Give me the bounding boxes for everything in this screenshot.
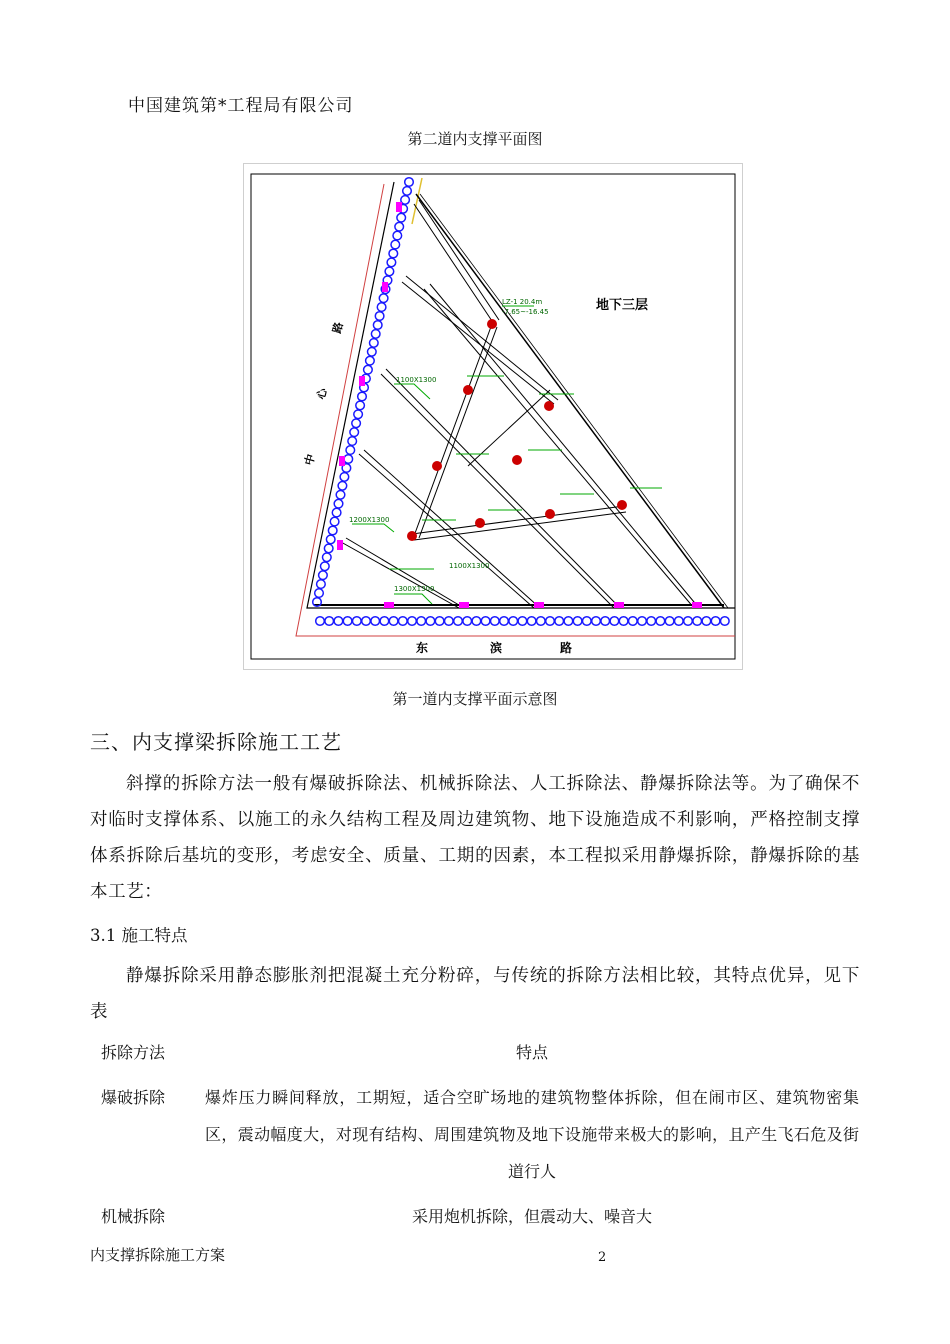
subsection-title: 3.1 施工特点 [90, 926, 188, 945]
pile-circle [573, 617, 582, 626]
pile-circle [346, 446, 355, 455]
pile-circle [610, 617, 619, 626]
pile-circle [527, 617, 536, 626]
road-left-char-2: 心 [314, 386, 330, 401]
pile-circle [675, 617, 684, 626]
pile-circle [395, 222, 404, 231]
pile-circle [321, 562, 330, 571]
pile-circle [364, 365, 373, 374]
pile-circle [665, 617, 674, 626]
diagonal-beams [341, 200, 699, 608]
pile-circle [377, 303, 386, 312]
pile-circle [711, 617, 720, 626]
table-header-method: 拆除方法 [101, 1043, 166, 1062]
pile-circle [387, 258, 396, 267]
features-paragraph: 静爆拆除采用静态膨胀剂把混凝土充分粉碎，与传统的拆除方法相比较，其特点优异，见下表 [90, 966, 860, 1022]
pile-circle [319, 571, 328, 580]
pile-circle [362, 617, 371, 626]
pile-circle [338, 482, 347, 491]
triangle-hypotenuse [416, 194, 724, 608]
footer-document-title: 内支撑拆除施工方案 [90, 1246, 226, 1264]
pile-circle [391, 240, 400, 249]
lattice-columns [407, 319, 627, 541]
pile-circle [334, 617, 343, 626]
road-left-char-3: 路 [330, 320, 346, 335]
pile-circle [389, 249, 398, 258]
pile-circle [435, 617, 444, 626]
road-bottom-char-2: 滨 [490, 641, 503, 655]
pile-circle [370, 339, 379, 348]
figure-caption-top: 第二道内支撑平面图 [407, 130, 543, 148]
pile-circle [656, 617, 665, 626]
pile-circle [509, 617, 518, 626]
pile-circle [354, 410, 363, 419]
pile-circle [352, 419, 361, 428]
pile-circle [353, 617, 362, 626]
pile-circle [399, 617, 408, 626]
pile-circle [463, 617, 472, 626]
table-cell-method: 爆破拆除 [101, 1088, 166, 1107]
figure-caption-bottom: 第一道内支撑平面示意图 [392, 690, 558, 708]
pile-circle [348, 437, 357, 446]
pile-circle [336, 491, 345, 500]
pile-circle [564, 617, 573, 626]
column-tag-label: LZ-1 20.4m [502, 298, 543, 306]
pile-circle [317, 580, 326, 589]
pile-circle [326, 535, 335, 544]
road-bottom-char-1: 东 [416, 641, 429, 655]
pile-circle [324, 544, 333, 553]
pile-circle [397, 213, 406, 222]
pile-circle [401, 196, 410, 205]
table-header-feature: 特点 [515, 1043, 548, 1062]
pile-circle [316, 617, 325, 626]
pile-circle [583, 617, 592, 626]
pile-circle [371, 617, 380, 626]
pile-circle [358, 392, 367, 401]
pile-circle [684, 617, 693, 626]
column-elevation-label: -7.65~-16.45 [502, 308, 549, 316]
pile-row-bottom [316, 617, 729, 626]
table-header-row [95, 1030, 865, 1075]
page-number: 2 [598, 1250, 607, 1265]
pile-circle [647, 617, 656, 626]
pile-circle [426, 617, 435, 626]
table-cell-method: 机械拆除 [101, 1207, 166, 1226]
pile-circle [702, 617, 711, 626]
pile-circle [555, 617, 564, 626]
pile-circle [332, 508, 341, 517]
pile-circle [500, 617, 509, 626]
pile-circle [638, 617, 647, 626]
pile-circle [340, 473, 349, 482]
table-row [95, 1075, 865, 1194]
pile-circle [366, 356, 375, 365]
pile-circle [368, 348, 377, 357]
pile-circle [379, 294, 388, 303]
beam-size-label-a: 1100X1300 [396, 376, 437, 384]
pile-circle [417, 617, 426, 626]
pile-circle [619, 617, 628, 626]
level-label: 地下三层 [596, 298, 649, 313]
pile-circle [373, 321, 382, 330]
pile-circle [491, 617, 500, 626]
connection-markers [337, 202, 702, 608]
pile-circle [472, 617, 481, 626]
pile-circle [344, 455, 353, 464]
pile-circle [389, 617, 398, 626]
beam-size-label-d: 1300X1300 [394, 585, 435, 593]
intro-paragraph: 斜撑的拆除方法一般有爆破拆除法、机械拆除法、人工拆除法、静爆拆除法等。为了确保不对临时支撑体系、以施工的永久结构工程及周边建筑物、地下设施造成不利影响，严格控制支撑体系拆除后基坑的变形，考虑安全、质量、工期的因素，本工程拟采用静爆拆除，静爆拆除的基本工艺： [90, 774, 860, 902]
table-cell-feature: 采用炮机拆除，但震动大、噪音大 [411, 1207, 652, 1226]
pile-circle [629, 617, 638, 626]
pile-circle [445, 617, 454, 626]
pile-wall-inner [307, 182, 735, 608]
pile-circle [601, 617, 610, 626]
pile-circle [721, 617, 730, 626]
company-header: 中国建筑第*工程局有限公司 [128, 96, 354, 116]
pile-circle [375, 312, 384, 321]
pile-circle [405, 178, 414, 187]
drawing-frame [251, 174, 735, 659]
pile-circle [343, 617, 352, 626]
beam-size-label-b: 1100X1300 [449, 562, 490, 570]
pile-circle [315, 589, 324, 598]
comparison-table [95, 1030, 865, 1239]
pile-circle [371, 330, 380, 339]
table-cell-feature: 爆炸压力瞬间释放，工期短，适合空旷场地的建筑物整体拆除，但在闹市区、建筑物密集区，震动幅度大，对现有结构、周围建筑物及地下设施带来极大的影响，且产生飞石危及街道行人 [205, 1088, 859, 1181]
leader-lines [352, 306, 662, 604]
pile-circle [385, 267, 394, 276]
pile-circle [328, 526, 337, 535]
pile-circle [518, 617, 527, 626]
pile-circle [350, 428, 359, 437]
pile-circle [693, 617, 702, 626]
pile-circle [592, 617, 601, 626]
support-plan-figure [243, 163, 743, 670]
pile-circle [334, 499, 343, 508]
pile-circle [380, 617, 389, 626]
pile-circle [393, 231, 402, 240]
road-left-char-1: 中 [302, 452, 318, 467]
pile-circle [481, 617, 490, 626]
pile-circle [454, 617, 463, 626]
pile-circle [546, 617, 555, 626]
pile-circle [403, 187, 412, 196]
beam-size-label-c: 1200X1300 [349, 516, 390, 524]
pile-circle [356, 401, 365, 410]
table-row [95, 1194, 865, 1239]
section-title: 三、内支撑梁拆除施工工艺 [90, 730, 342, 754]
road-bottom-char-3: 路 [560, 641, 573, 655]
support-plan-drawing [244, 164, 742, 669]
pile-circle [537, 617, 546, 626]
pile-circle [323, 553, 332, 562]
pile-circle [408, 617, 417, 626]
pile-circle [325, 617, 334, 626]
pile-circle [330, 517, 339, 526]
